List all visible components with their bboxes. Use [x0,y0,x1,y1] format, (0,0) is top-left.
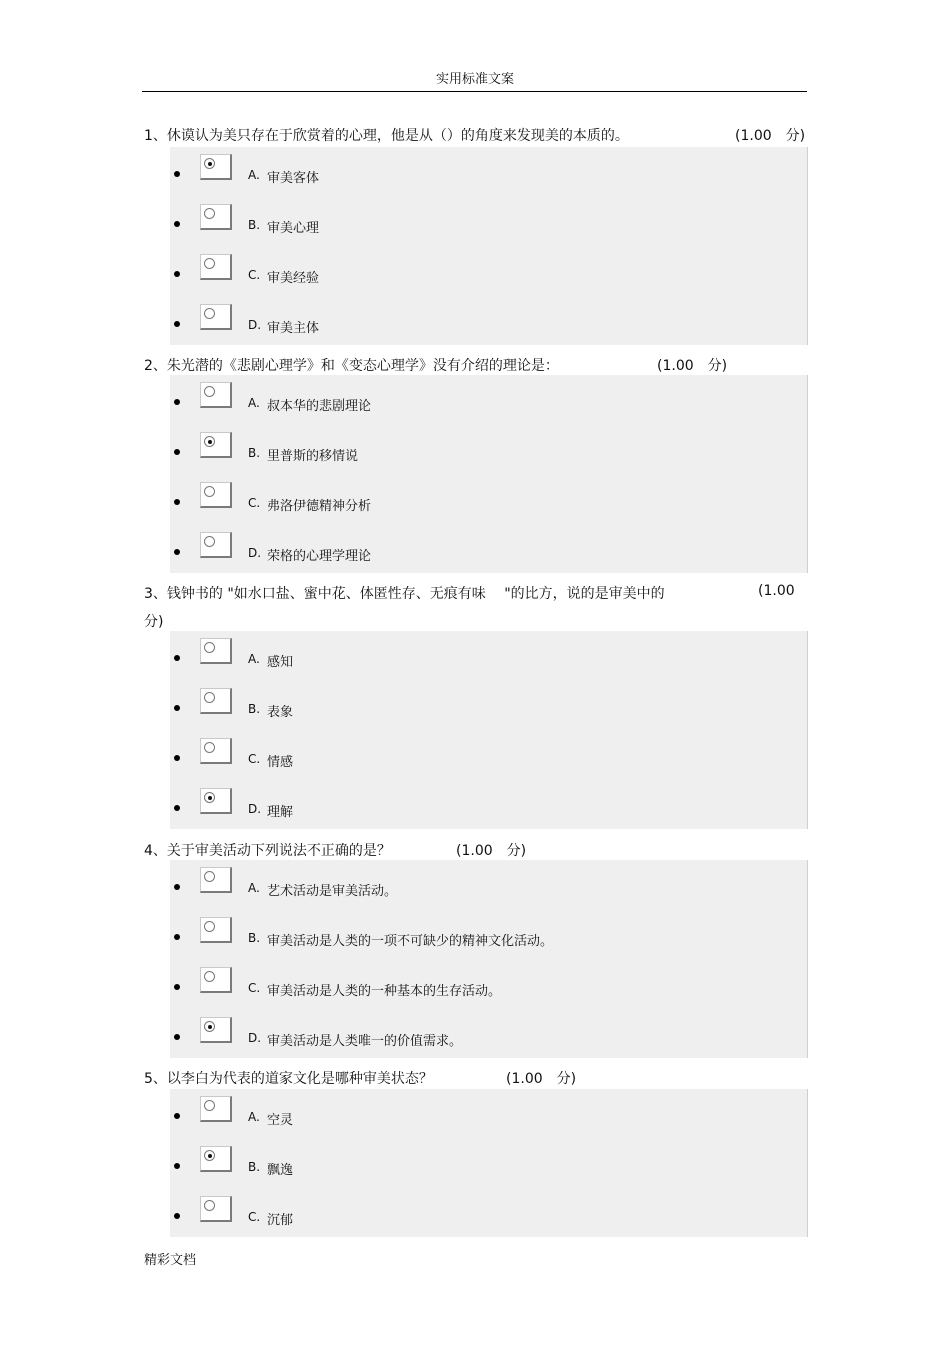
option-letter: A. [248,881,260,895]
option-a[interactable] [170,147,807,197]
bullet-icon [174,221,180,227]
page-footer-text: 精彩文档 [144,1253,197,1268]
radio-circle-icon [204,308,215,319]
bullet-icon [174,1113,180,1119]
option-label: 审美活动是人类唯一的价值需求。 [267,1034,463,1049]
radio-circle-icon [204,1150,215,1161]
radio-button[interactable] [200,254,232,280]
option-letter: C. [248,981,261,995]
header-divider [142,91,807,92]
radio-button[interactable] [200,917,232,943]
option-b[interactable] [170,1139,807,1189]
radio-button[interactable] [200,154,232,180]
radio-button[interactable] [200,688,232,714]
option-label: 感知 [267,655,294,670]
bullet-icon [174,655,180,661]
radio-selected-dot-icon [208,162,212,166]
question-score: (1.00 分) [657,358,728,374]
option-a[interactable] [170,1089,807,1139]
options-panel [170,631,808,829]
radio-selected-dot-icon [208,796,212,800]
bullet-icon [174,271,180,277]
option-letter: B. [248,1160,261,1174]
option-letter: A. [248,652,260,666]
bullet-icon [174,1213,180,1219]
option-d[interactable] [170,297,807,347]
option-label: 理解 [267,805,294,820]
option-label: 叔本华的悲剧理论 [267,399,372,414]
question-score: (1.00 分) [735,128,806,144]
radio-circle-icon [204,692,215,703]
bullet-icon [174,499,180,505]
option-b[interactable] [170,910,807,960]
bullet-icon [174,171,180,177]
options-panel [170,1089,808,1237]
radio-circle-icon [204,258,215,269]
options-panel [170,147,808,345]
option-c[interactable] [170,731,807,781]
radio-button[interactable] [200,1196,232,1222]
option-c[interactable] [170,960,807,1010]
radio-circle-icon [204,921,215,932]
option-letter: B. [248,446,261,460]
bullet-icon [174,984,180,990]
bullet-icon [174,755,180,761]
question-score: (1.00 分) [456,843,527,859]
bullet-icon [174,1163,180,1169]
radio-button[interactable] [200,432,232,458]
radio-button[interactable] [200,1146,232,1172]
option-letter: D. [248,318,262,332]
option-label: 荣格的心理学理论 [267,549,372,564]
radio-button[interactable] [200,304,232,330]
radio-circle-icon [204,386,215,397]
radio-circle-icon [204,1200,215,1211]
option-label: 审美心理 [267,221,320,236]
option-letter: B. [248,702,261,716]
option-letter: A. [248,396,260,410]
radio-circle-icon [204,158,215,169]
option-label: 审美经验 [267,271,320,286]
option-letter: C. [248,268,261,282]
option-label: 飘逸 [267,1163,294,1178]
radio-button[interactable] [200,532,232,558]
radio-button[interactable] [200,788,232,814]
option-letter: D. [248,546,262,560]
option-d[interactable] [170,1010,807,1060]
option-letter: D. [248,1031,262,1045]
radio-circle-icon [204,1021,215,1032]
radio-selected-dot-icon [208,1025,212,1029]
question-text: 3、钱钟书的 "如水口盐、蜜中花、体匿性存、无痕有味 "的比方，说的是审美中的 [144,586,665,602]
option-b[interactable] [170,425,807,475]
option-label: 审美主体 [267,321,320,336]
question-score: (1.00 分) [506,1071,577,1087]
option-d[interactable] [170,525,807,575]
option-label: 情感 [267,755,294,770]
radio-circle-icon [204,871,215,882]
option-letter: B. [248,218,261,232]
option-c[interactable] [170,247,807,297]
option-label: 空灵 [267,1113,294,1128]
option-letter: C. [248,1210,261,1224]
radio-circle-icon [204,486,215,497]
bullet-icon [174,1034,180,1040]
bullet-icon [174,449,180,455]
option-c[interactable] [170,475,807,525]
radio-circle-icon [204,208,215,219]
bullet-icon [174,549,180,555]
radio-button[interactable] [200,482,232,508]
bullet-icon [174,884,180,890]
radio-circle-icon [204,436,215,447]
option-label: 审美活动是人类的一种基本的生存活动。 [267,984,502,999]
option-letter: B. [248,931,261,945]
option-letter: C. [248,752,261,766]
bullet-icon [174,805,180,811]
options-panel [170,375,808,573]
option-label: 艺术活动是审美活动。 [267,884,398,899]
option-label: 弗洛伊德精神分析 [267,499,372,514]
option-letter: D. [248,802,262,816]
option-b[interactable] [170,197,807,247]
options-panel [170,860,808,1058]
option-label: 审美客体 [267,171,320,186]
question-score: (1.00 [758,583,795,599]
radio-selected-dot-icon [208,440,212,444]
radio-button[interactable] [200,1017,232,1043]
radio-circle-icon [204,792,215,803]
radio-button[interactable] [200,1096,232,1122]
option-letter: C. [248,496,261,510]
question-text: 5、以李白为代表的道家文化是哪种审美状态？ [144,1071,433,1087]
radio-circle-icon [204,742,215,753]
radio-circle-icon [204,971,215,982]
bullet-icon [174,705,180,711]
page-header-title: 实用标准文案 [435,72,514,87]
option-letter: A. [248,1110,260,1124]
question-text: 4、关于审美活动下列说法不正确的是？ [144,843,391,859]
bullet-icon [174,321,180,327]
question-text-continued: 分) [144,614,164,630]
radio-button[interactable] [200,204,232,230]
radio-selected-dot-icon [208,1154,212,1158]
question-text: 2、朱光潜的《悲剧心理学》和《变态心理学》没有介绍的理论是： [144,358,559,374]
bullet-icon [174,399,180,405]
radio-button[interactable] [200,867,232,893]
radio-button[interactable] [200,638,232,664]
option-a[interactable] [170,860,807,910]
option-label: 沉郁 [267,1213,294,1228]
bullet-icon [174,934,180,940]
question-text: 1、休谟认为美只存在于欣赏着的心理，他是从（）的角度来发现美的本质的。 [144,128,629,144]
option-label: 里普斯的移情说 [267,449,359,464]
radio-button[interactable] [200,382,232,408]
radio-circle-icon [204,642,215,653]
option-a[interactable] [170,631,807,681]
radio-circle-icon [204,1100,215,1111]
option-b[interactable] [170,681,807,731]
option-d[interactable] [170,781,807,831]
option-c[interactable] [170,1189,807,1239]
option-a[interactable] [170,375,807,425]
radio-button[interactable] [200,967,232,993]
radio-button[interactable] [200,738,232,764]
radio-circle-icon [204,536,215,547]
option-letter: A. [248,168,260,182]
option-label: 表象 [267,705,294,720]
option-label: 审美活动是人类的一项不可缺少的精神文化活动。 [267,934,554,949]
